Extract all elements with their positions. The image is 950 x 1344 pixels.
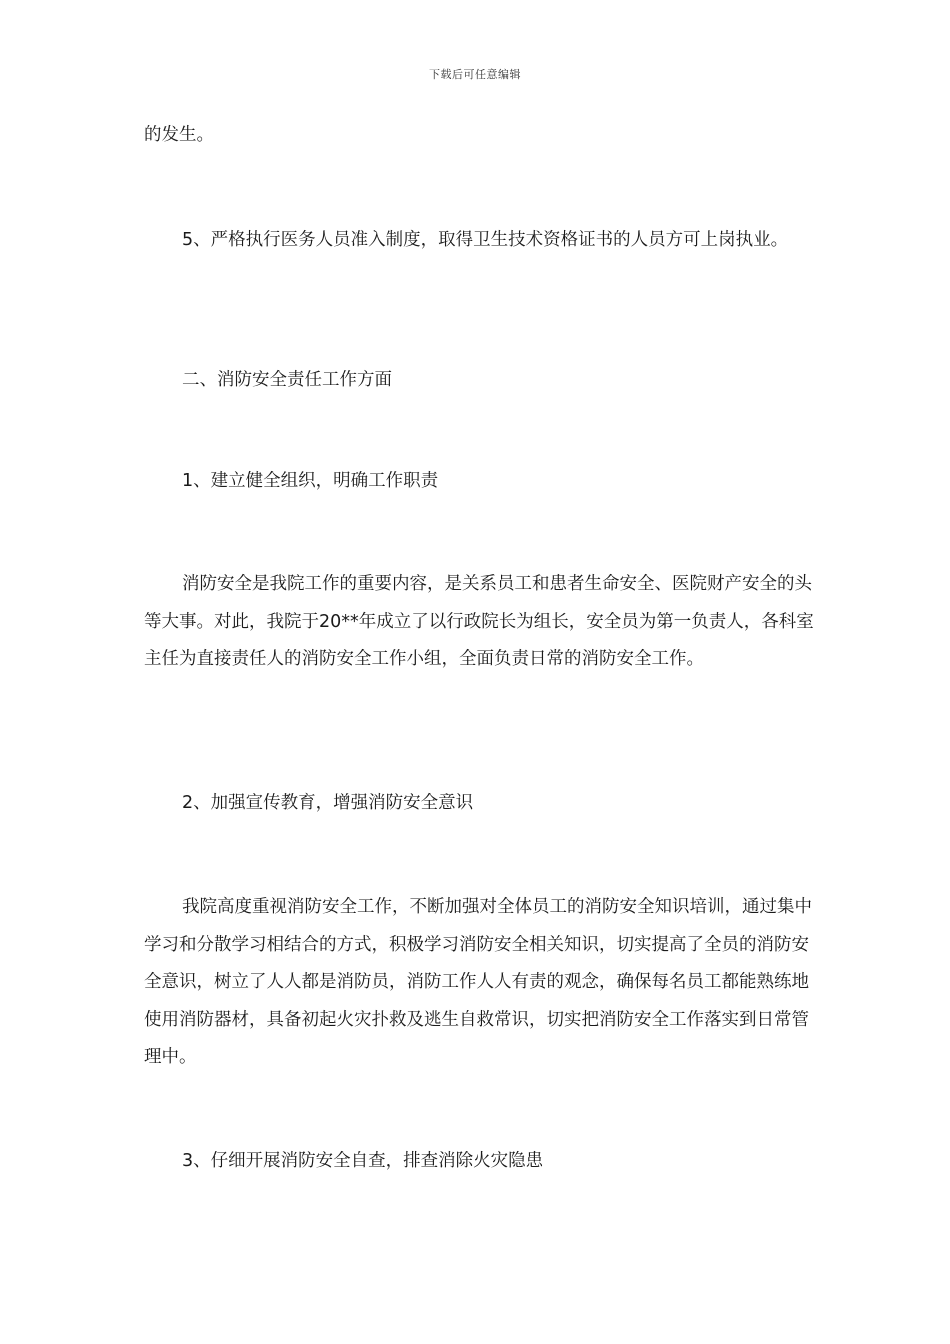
paragraph-education: 我院高度重视消防安全工作，不断加强对全体员工的消防安全知识培训，通过集中学习和分散学习相结合的方式，积极学习消防安全相关知识，切实提高了全员的消防安全意识，树立了人人都是消防员，消防工作人人有责的观念，确保每名员工都能熟练地使用消防器材，具备初起火灾扑救及逃生自救常识，切实把消防安全工作落实到日常管理中。 — [144, 897, 812, 1067]
subheading-item-1: 1、建立健全组织，明确工作职责 — [182, 471, 439, 491]
paragraph-organization: 消防安全是我院工作的重要内容，是关系员工和患者生命安全、医院财产安全的头等大事。对此，我院于20**年成立了以行政院长为组长，安全员为第一负责人，各科室主任为直接责任人的消防安全工作小组，全面负责日常的消防安全工作。 — [144, 574, 814, 669]
subheading-item-3: 3、仔细开展消防安全自查，排查消除火灾隐患 — [182, 1151, 544, 1171]
subheading-item-2: 2、加强宣传教育，增强消防安全意识 — [182, 793, 474, 813]
paragraph-continuation: 的发生。 — [144, 125, 214, 145]
section-heading-fire-safety: 二、消防安全责任工作方面 — [182, 370, 392, 390]
page-header-note: 下载后可任意编辑 — [429, 68, 521, 81]
paragraph-item-5: 5、严格执行医务人员准入制度，取得卫生技术资格证书的人员方可上岗执业。 — [182, 230, 789, 250]
